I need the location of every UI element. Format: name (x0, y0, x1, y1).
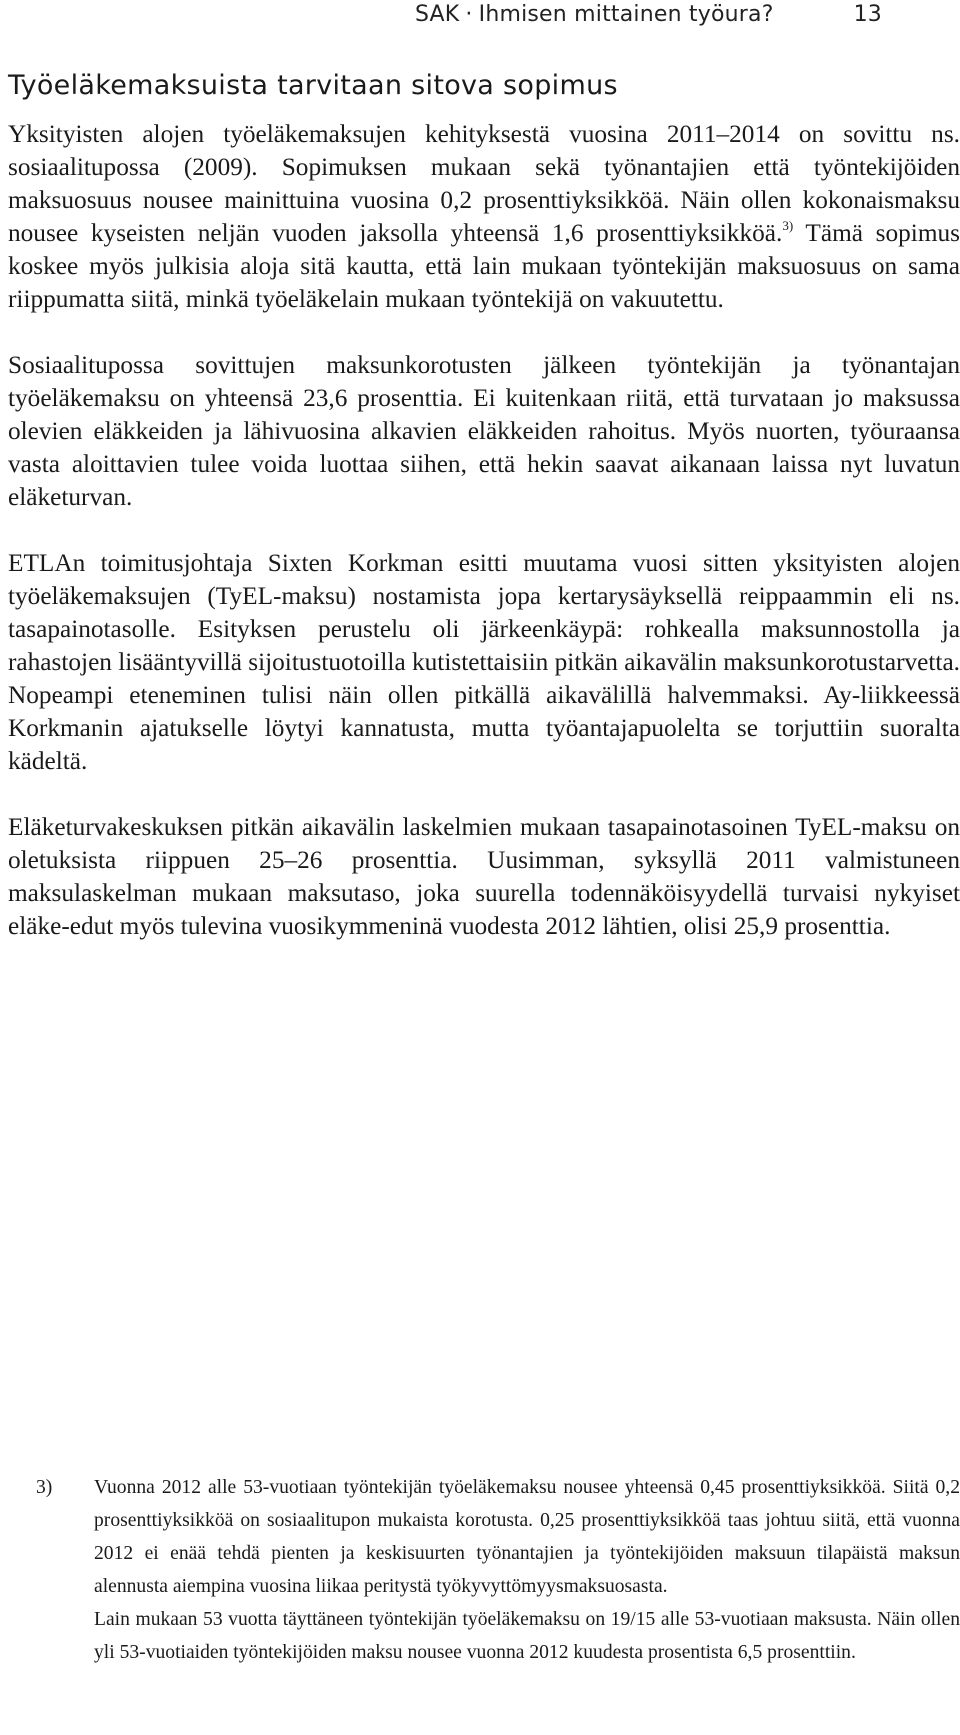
paragraph: Sosiaalitupossa sovittujen maksunkorotusten jälkeen työntekijän ja työnantajan työeläkemaksu on yhteensä 23,6 prosenttia. Ei kuitenkaan riitä, että turvataan jo maksussa olevien eläkkeiden ja lähivuosina alkavien eläkkeiden rahoitus. Myös nuorten, työuraansa vasta aloittavien tulee voida luottaa siihen, että hekin saavat aikanaan laissa nyt luvatun eläketurvan. (8, 351, 960, 511)
paragraph: Eläketurvakeskuksen pitkän aikavälin laskelmien mukaan tasapainotasoinen TyEL-maksu on oletuksista riippuen 25–26 prosenttia. Uusimman, syksyllä 2011 valmistuneen maksulaskelman mukaan maksutaso, joka suurella todennäköisyydellä turvaisi nykyiset eläke-edut myös tulevina vuosikymmeninä vuodesta 2012 lähtien, olisi 25,9 prosenttia. (8, 813, 960, 940)
section-title: Työeläkemaksuista tarvitaan sitova sopimus (8, 70, 618, 101)
paragraph-text: Yksityisten alojen työeläkemaksujen kehityksestä vuosina 2011–2014 on sovittu ns. sosiaalitupossa (2009). Sopimuksen mukaan sekä työnantajien että työntekijöiden maksuosuus nousee mainittuina vuosina 0,2 prosenttiyksikköä. Näin ollen kokonaismaksu nousee kyseisten neljän vuoden jaksolla yhteensä 1,6 prosenttiyksikköä. (8, 120, 960, 247)
body-text (8, 118, 960, 976)
paragraph-text: Tämä sopimus koskee myös julkisia aloja sitä kautta, että lain mukaan työntekijän maksuosuus on sama riippumatta siitä, minkä työeläkelain mukaan työntekijä on vakuutettu. (8, 219, 960, 313)
footnote-body (94, 1471, 960, 1669)
footnote-reference[interactable]: 3) (782, 218, 794, 233)
header-publisher: SAK (414, 2, 460, 27)
footnote-paragraph: Vuonna 2012 alle 53-vuotiaan työntekijän työeläkemaksu nousee yhteensä 0,45 prosenttiyksikköä. Siitä 0,2 prosenttiyksikköä on sosiaalitupon mukaista korotusta. 0,25 prosenttiyksikköä taas johtuu siitä, että vuonna 2012 ei enää tehdä pienten ja keskisuurten työnantajien ja työntekijöiden maksuun tilapäistä maksun alennusta aiempina vuosina liikaa peritystä työkyvyttömyysmaksuosasta. (94, 1477, 960, 1597)
footnote-number: 3) (36, 1477, 53, 1498)
footnote (36, 1471, 960, 1669)
page-number: 13 (853, 2, 882, 27)
footnote-paragraph: Lain mukaan 53 vuotta täyttäneen työntekijän työeläkemaksu on 19/15 alle 53-vuotiaan maksusta. Näin ollen yli 53-vuotiaiden työntekijöiden maksu nousee vuonna 2012 kuudesta prosentista 6,5 prosenttiin. (94, 1609, 960, 1663)
header-separator: · (465, 2, 473, 27)
paragraph (8, 118, 960, 316)
paragraph: ETLAn toimitusjohtaja Sixten Korkman esitti muutama vuosi sitten yksityisten alojen työeläkemaksujen (TyEL-maksu) nostamista jopa kertarysäyksellä reippaammin eli ns. tasapainotasolle. Esityksen perustelu oli järkeenkäypä: rohkealla maksunnostolla ja rahastojen lisääntyvillä sijoitustuotoilla kutistettaisiin pitkän aikavälin maksunkorotustarvetta. Nopeampi eteneminen tulisi näin ollen pitkällä aikavälillä halvemmaksi. Ay-liikkeessä Korkmanin ajatukselle löytyi kannatusta, mutta työantajapuolelta se torjuttiin suoralta kädeltä. (8, 549, 960, 775)
header-publication: Ihmisen mittainen työura? (478, 2, 774, 27)
running-header (415, 2, 882, 27)
